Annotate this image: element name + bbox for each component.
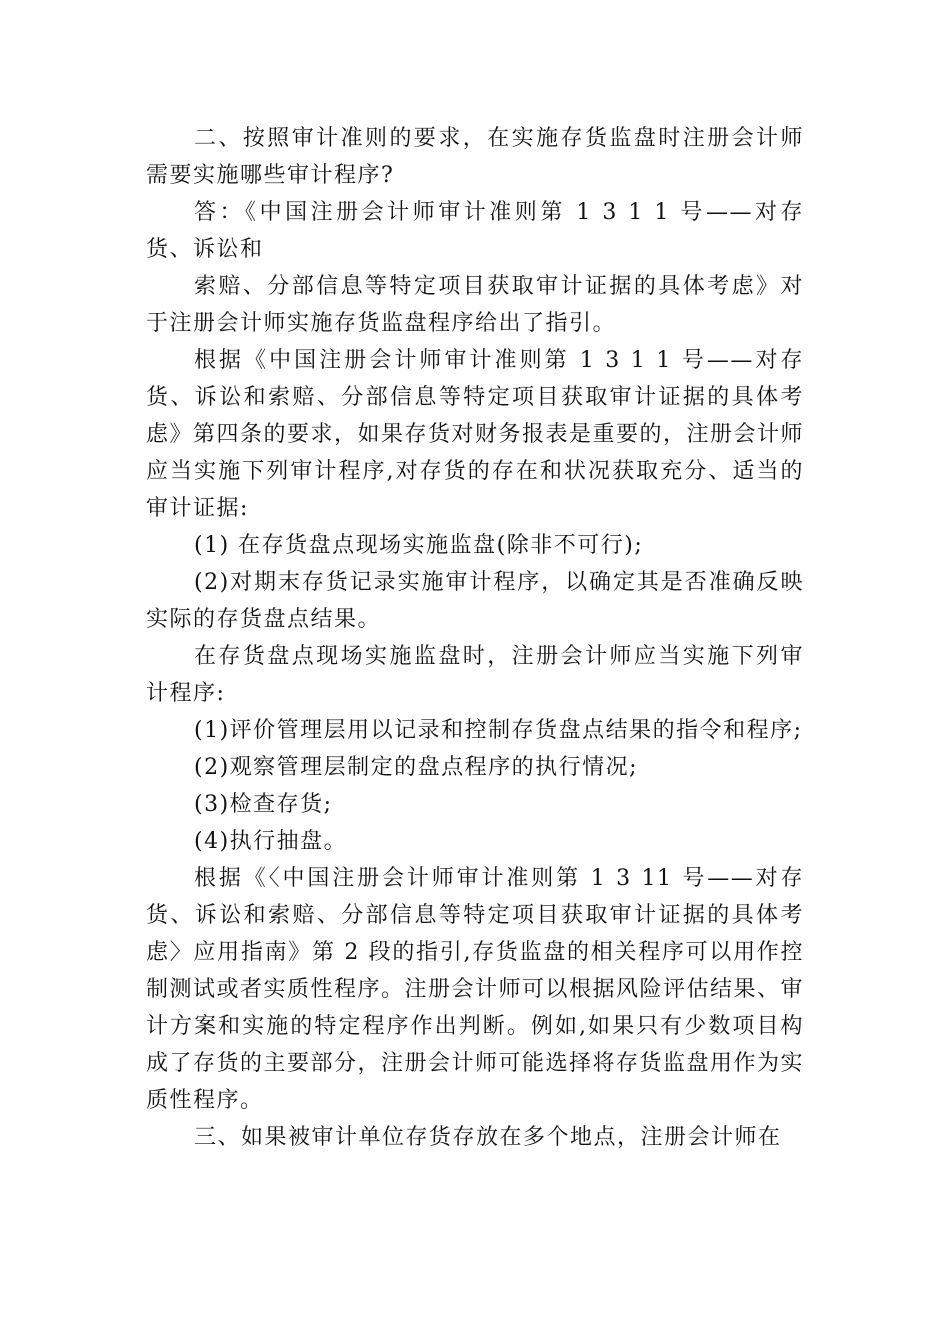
paragraph-onsite-item-1: (1)评价管理层用以记录和控制存货盘点结果的指令和程序; [194,718,803,743]
paragraph-answer-guidance: 索赔、分部信息等特定项目获取审计证据的具体考虑》对于注册会计师实施存货监盘程序给出了指引。 [146,274,804,336]
paragraph-item-2: (2)对期末存货记录实施审计程序，以确定其是否准确反映实际的存货盘点结果。 [146,570,804,632]
paragraph-answer-intro: 答：《中国注册会计师审计准则第 1 3 1 1 号——对存货、诉讼和 [146,200,804,262]
paragraph-question-3: 三、如果被审计单位存货存放在多个地点，注册会计师在 [194,1125,782,1150]
paragraph-onsite-item-2: (2)观察管理层制定的盘点程序的执行情况; [194,755,639,780]
paragraph-application-guide: 根据《〈中国注册会计师审计准则第 1 3 11 号——对存货、诉讼和索赔、分部信息等特定项目获取审计证据的具体考虑〉应用指南》第 2 段的指引,存货监盘的相关程序可以用作控制测试或者实质性程序。注册会计师可以根据风险评估结果、审计方案和实施的特定程序作出判断。例如,如果只有少数项目构成了存货的主要部分，注册会计师可能选择将存货监盘用作为实质性程序。 [146,866,805,1113]
paragraph-article-4: 根据《中国注册会计师审计准则第 1 3 1 1 号——对存货、诉讼和索赔、分部信息等特定项目获取审计证据的具体考虑》第四条的要求，如果存货对财务报表是重要的，注册会计师应当实施下列审计程序,对存货的存在和状况获取充分、适当的审计证据: [146,348,805,521]
paragraph-onsite-item-4: (4)执行抽盘。 [194,829,348,854]
paragraph-onsite-item-3: (3)检查存货; [194,792,333,817]
paragraph-item-1: (1) 在存货盘点现场实施监盘(除非不可行); [194,533,644,558]
paragraph-question-2: 二、按照审计准则的要求，在实施存货监盘时注册会计师需要实施哪些审计程序? [146,126,804,188]
document-page [146,120,804,1156]
paragraph-onsite-procedures: 在存货盘点现场实施监盘时，注册会计师应当实施下列审计程序: [146,644,804,706]
